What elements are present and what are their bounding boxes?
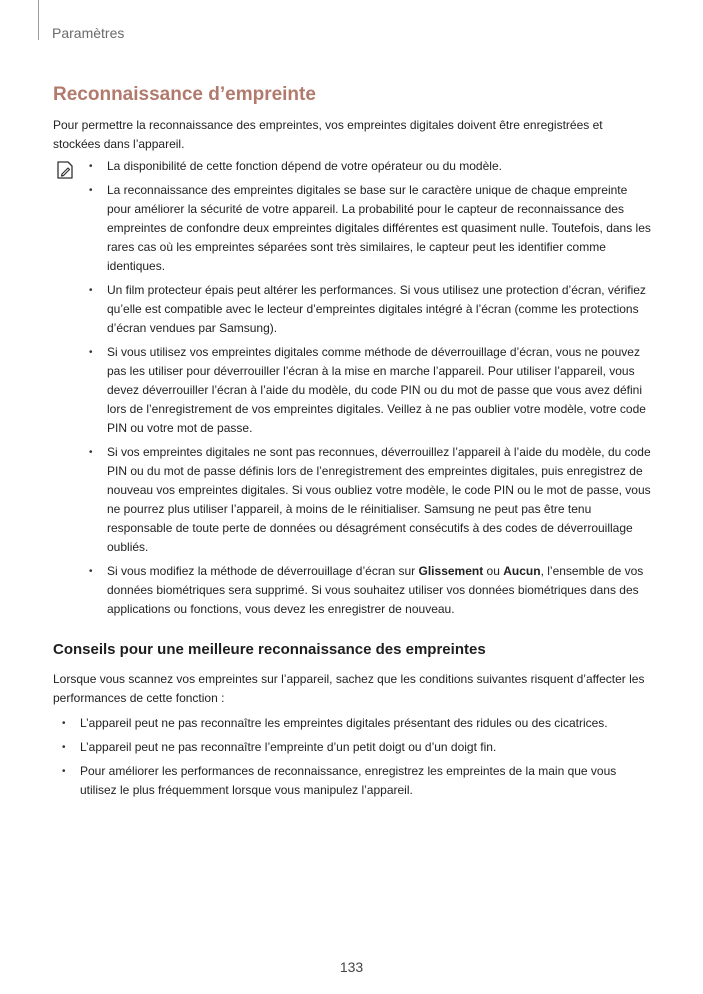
note-pencil-icon xyxy=(55,160,75,180)
note-text: , l’ensemble de vos données biométriques sera supprimé. Si vous souhaitez utiliser vos données biométriques dans des applications ou fonctions, vous devez les enregistrer de nouveau. xyxy=(107,564,644,616)
tips-intro: Lorsque vous scannez vos empreintes sur l’appareil, sachez que les conditions suivantes risquent d’affecter les performances de cette fonction : xyxy=(53,672,645,705)
page-number: 133 xyxy=(339,959,364,975)
page-title: Reconnaissance d’empreinte xyxy=(53,84,316,105)
note-item: • Si vos empreintes digitales ne sont pas reconnues, déverrouillez l’appareil à l’aide du modèle, du code PIN ou du mot de passe définis lors de l’enregistrement des empreintes digitales, puis enregistrez de nouveau vos empreintes digitales. Si vous oubliez votre modèle, le code PIN ou le mot de passe, vous ne pourrez plus utiliser l’appareil, à moins de le réinitialiser. Samsung ne peut pas être tenu responsable de toute perte de données ou désagrément consécutifs à des codes de déverrouillage oubliés. xyxy=(107,443,652,557)
tip-item: • Pour améliorer les performances de reconnaissance, enregistrez les empreintes de la main que vous utilisez le plus fréquemment lorsque vous manipulez l’appareil. xyxy=(80,762,652,800)
note-item: • Un film protecteur épais peut altérer les performances. Si vous utilisez une protection d’écran, vérifiez qu’elle est compatible avec le lecteur d’empreintes digitales intégré à l’écran (comme les protections d’écran vendues par Samsung). xyxy=(107,281,652,338)
note-item: • Si vous utilisez vos empreintes digitales comme méthode de déverrouillage d’écran, vous ne pouvez pas les utiliser pour déverrouiller l’écran à la mise en marche l’appareil. Pour utiliser l’appareil, vous devez déverrouiller l’écran à l’aide du modèle, du code PIN ou du mot de passe que vous avez défini lors de l’enregistrement de vos empreintes digitales. Veillez à ne pas oublier votre modèle, votre code PIN ou votre mot de passe. xyxy=(107,343,652,438)
running-header: Paramètres xyxy=(52,25,125,41)
note-text: Si vous modifiez la méthode de déverrouillage d’écran sur xyxy=(107,564,419,578)
note-item xyxy=(107,562,652,619)
note-item: • La disponibilité de cette fonction dépend de votre opérateur ou du modèle. xyxy=(107,157,652,176)
option-glissement: Glissement xyxy=(418,564,484,578)
tip-item: • L’appareil peut ne pas reconnaître les empreintes digitales présentant des ridules ou des cicatrices. xyxy=(80,714,652,733)
note-item: • La reconnaissance des empreintes digitales se base sur le caractère unique de chaque empreinte pour améliorer la sécurité de votre appareil. La probabilité pour le capteur de reconnaissance des empreintes de confondre deux empreintes digitales différentes est quasiment nulle. Toutefois, dans les rares cas où les empreintes séparées sont très similaires, le capteur peut les identifier comme identiques. xyxy=(107,181,652,276)
header-divider xyxy=(38,0,39,40)
option-aucun: Aucun xyxy=(503,564,541,578)
tips-heading: Conseils pour une meilleure reconnaissance des empreintes xyxy=(53,641,486,658)
tip-item: • L’appareil peut ne pas reconnaître l’empreinte d’un petit doigt ou d’un doigt fin. xyxy=(80,738,652,757)
note-list xyxy=(107,157,652,624)
tips-list xyxy=(80,714,652,805)
intro-paragraph: Pour permettre la reconnaissance des empreintes, vos empreintes digitales doivent être enregistrées et stockées dans l’appareil. xyxy=(53,118,603,151)
note-text: ou xyxy=(483,564,504,578)
